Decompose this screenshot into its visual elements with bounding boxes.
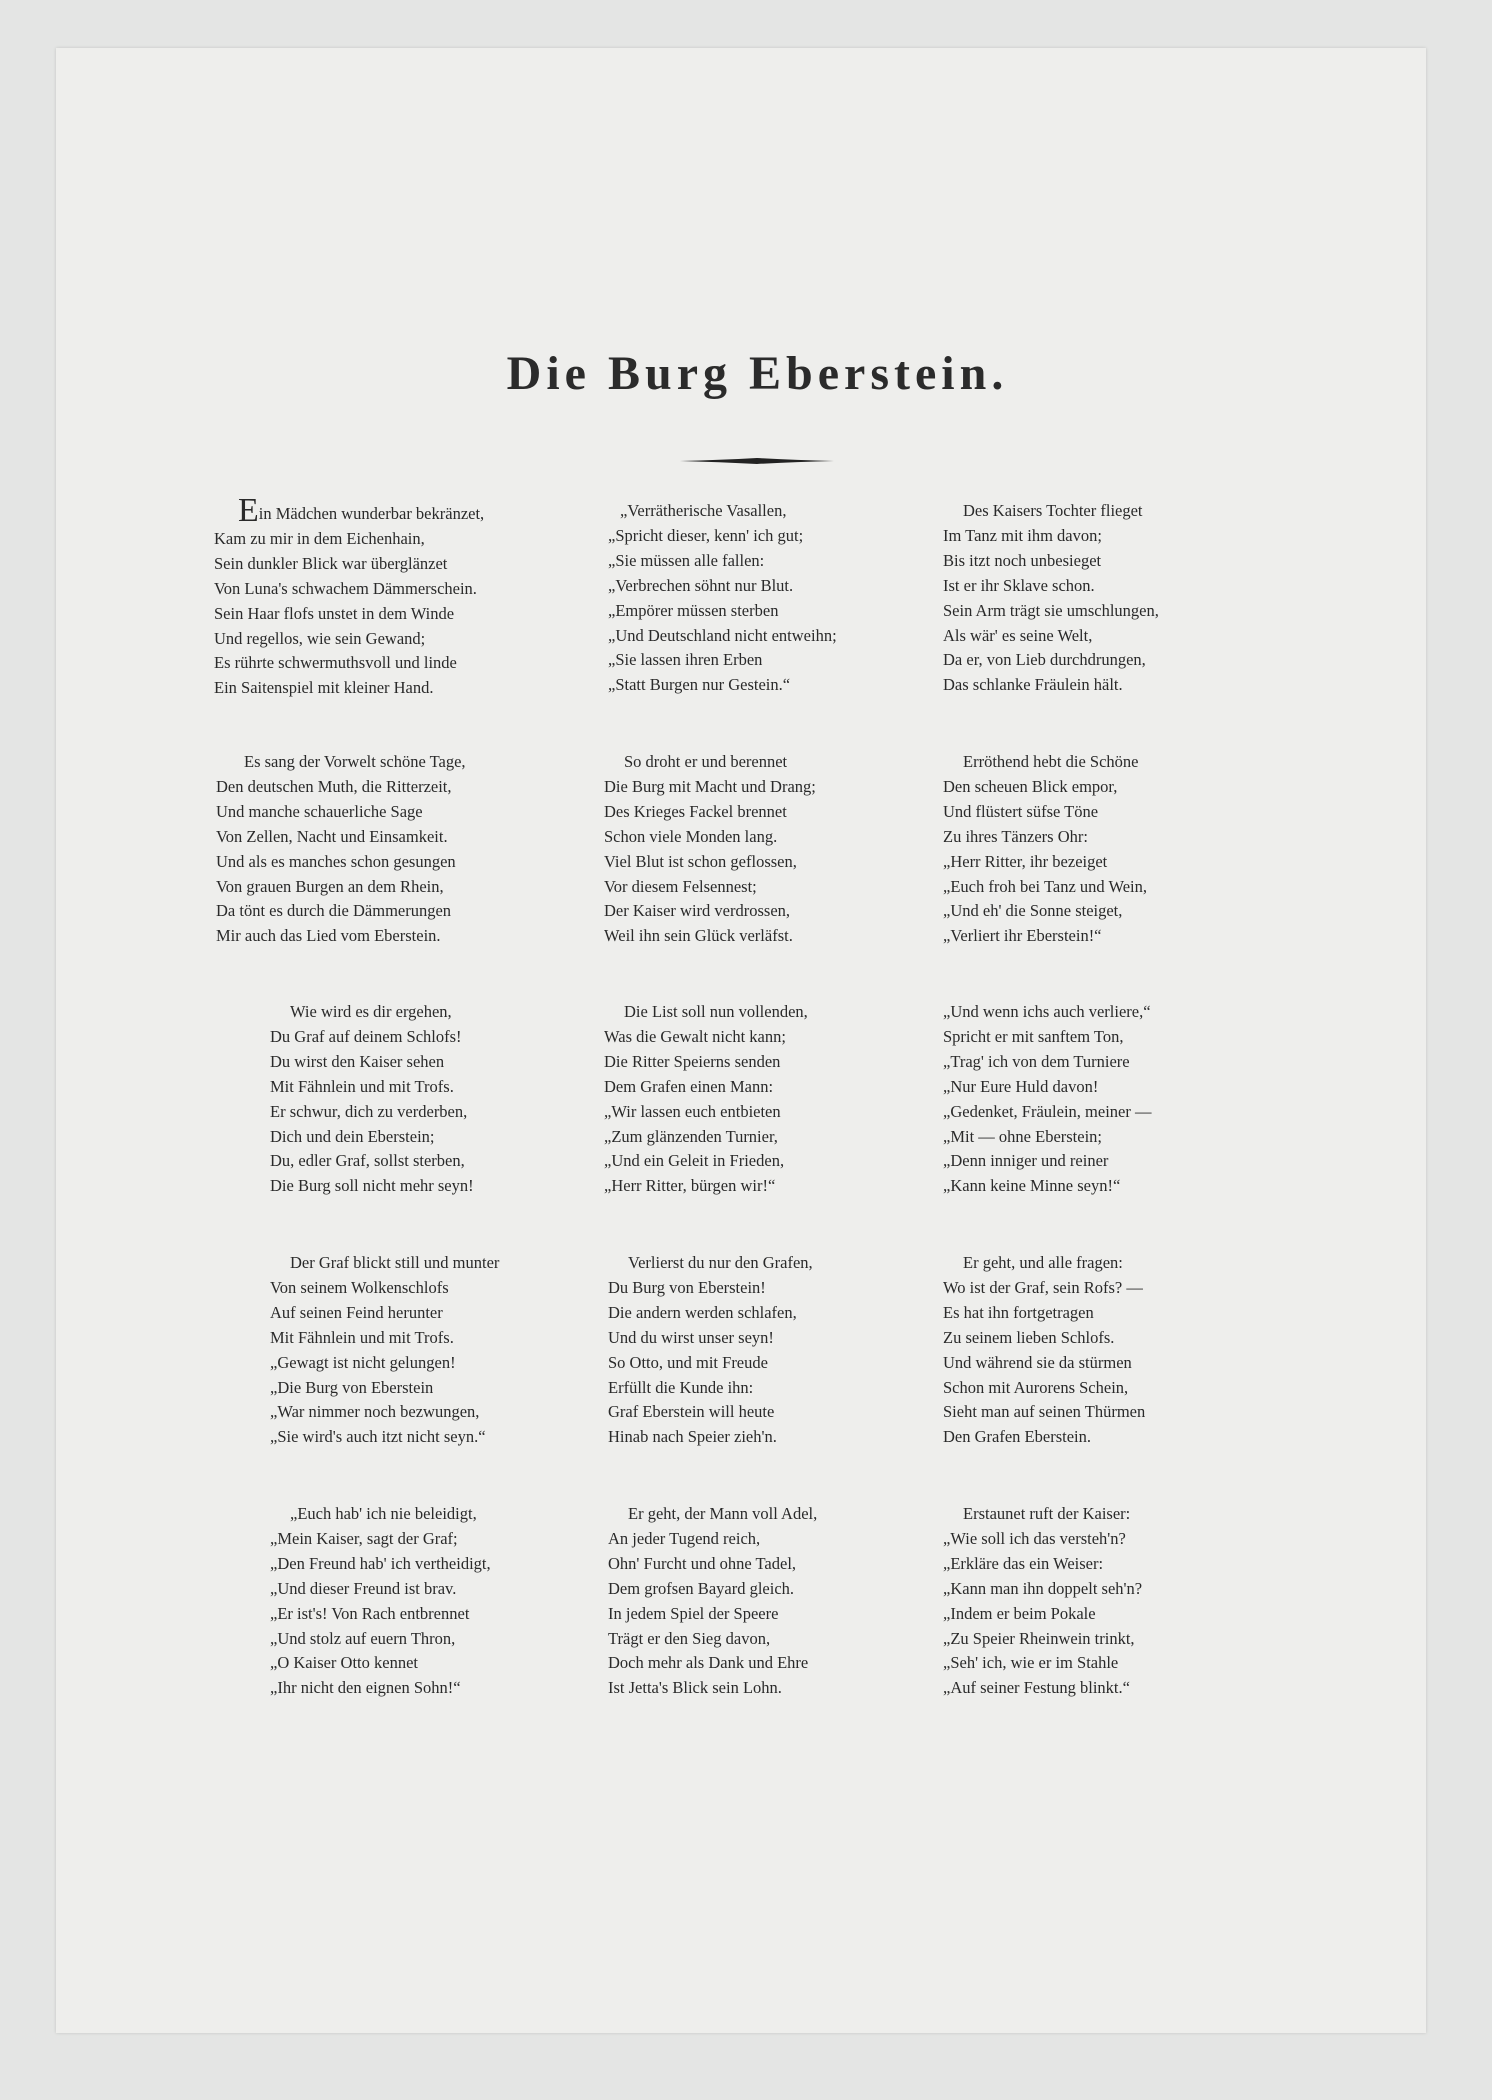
verse-line: Es sang der Vorwelt schöne Tage, — [244, 752, 466, 771]
stanza — [214, 492, 485, 701]
verse-line: „Und stolz auf euern Thron, — [270, 1628, 456, 1648]
verse-line: Bis itzt noch unbesieget — [943, 550, 1102, 570]
verse-line: Da tönt es durch die Dämmerungen — [216, 901, 452, 921]
verse-line: Zu ihres Tänzers Ohr: — [943, 826, 1088, 846]
verse-line: „Ihr nicht den eignen Sohn!“ — [270, 1678, 461, 1698]
verse-line: „Und eh' die Sonne steiget, — [943, 901, 1123, 921]
verse-line: Sieht man auf seinen Thürmen — [943, 1402, 1146, 1422]
verse-line: Ist Jetta's Blick sein Lohn. — [608, 1678, 782, 1698]
stanza — [608, 1251, 813, 1450]
verse-line: Du wirst den Kaiser sehen — [270, 1051, 445, 1071]
verse-line: Den Grafen Eberstein. — [943, 1427, 1091, 1447]
verse-line: „Mit — ohne Eberstein; — [943, 1126, 1103, 1146]
verse-line: Es rührte schwermuthsvoll und linde — [214, 653, 457, 673]
verse-line: „Euch froh bei Tanz und Wein, — [943, 876, 1148, 896]
verse-line: Und flüstert süfse Töne — [943, 801, 1099, 821]
verse-line: Doch mehr als Dank und Ehre — [608, 1653, 809, 1673]
verse-line: „Trag' ich von dem Turniere — [943, 1051, 1130, 1071]
verse-line: Die Burg mit Macht und Drang; — [604, 776, 816, 796]
verse-line: Er schwur, dich zu verderben, — [270, 1101, 468, 1121]
stanza — [943, 499, 1159, 698]
stanza — [270, 1251, 499, 1450]
verse-line: Als wär' es seine Welt, — [943, 625, 1093, 645]
verse-line: In jedem Spiel der Speere — [608, 1603, 779, 1623]
verse-line: Der Graf blickt still und munter — [290, 1253, 500, 1272]
verse-line: Hinab nach Speier zieh'n. — [608, 1427, 777, 1447]
verse-line: „Sie müssen alle fallen: — [608, 550, 765, 570]
verse-line: Du, edler Graf, sollst sterben, — [270, 1151, 465, 1171]
verse-line-text: in Mädchen wunderbar bekränzet, — [258, 504, 485, 523]
verse-line: Und als es manches schon gesungen — [216, 851, 456, 871]
verse-line: „Kann man ihn doppelt seh'n? — [943, 1578, 1143, 1598]
verse-line: Was die Gewalt nicht kann; — [604, 1026, 786, 1046]
verse-line: Des Krieges Fackel brennet — [604, 801, 787, 821]
verse-line: Die List soll nun vollenden, — [624, 1002, 808, 1021]
verse-line: Erfüllt die Kunde ihn: — [608, 1377, 754, 1397]
verse-line: So Otto, und mit Freude — [608, 1352, 768, 1372]
verse-line: An jeder Tugend reich, — [608, 1528, 761, 1548]
stanza — [216, 750, 466, 949]
verse-line: „Den Freund hab' ich vertheidigt, — [270, 1553, 491, 1573]
verse-line: „Sie lassen ihren Erben — [608, 650, 763, 670]
stanza — [604, 750, 816, 949]
verse-line: „Gewagt ist nicht gelungen! — [270, 1352, 456, 1372]
verse-line: „Verrätherische Vasallen, — [620, 501, 787, 520]
verse-line: Den deutschen Muth, die Ritterzeit, — [216, 776, 452, 796]
stanza — [608, 1502, 817, 1701]
stanza — [604, 1000, 808, 1199]
verse-line: Und manche schauerliche Sage — [216, 801, 423, 821]
verse-line: Ist er ihr Sklave schon. — [943, 575, 1095, 595]
verse-line: Kam zu mir in dem Eichenhain, — [214, 528, 425, 548]
verse-line: Wo ist der Graf, sein Rofs? — — [943, 1277, 1143, 1297]
verse-line: „Gedenket, Fräulein, meiner — — [943, 1101, 1152, 1121]
stanza — [943, 1502, 1142, 1701]
verse-line: Mit Fähnlein und mit Trofs. — [270, 1327, 454, 1347]
verse-line: Dem Grafen einen Mann: — [604, 1076, 774, 1096]
verse-line: „Auf seiner Festung blinkt.“ — [943, 1678, 1130, 1698]
verse-line: Sein dunkler Blick war überglänzet — [214, 553, 448, 573]
verse-line: „Er ist's! Von Rach entbrennet — [270, 1603, 470, 1623]
verse-line: Sein Haar flofs unstet in dem Winde — [214, 603, 455, 623]
verse-line: „Die Burg von Eberstein — [270, 1377, 434, 1397]
verse-line: „Und wenn ichs auch verliere,“ — [943, 1002, 1151, 1021]
verse-line: Dem grofsen Bayard gleich. — [608, 1578, 795, 1598]
verse-line: Es hat ihn fortgetragen — [943, 1302, 1094, 1322]
verse-line: Zu seinem lieben Schlofs. — [943, 1327, 1115, 1347]
verse-line: Du Graf auf deinem Schlofs! — [270, 1026, 462, 1046]
verse-line: Die andern werden schlafen, — [608, 1302, 797, 1322]
verse-line: Die Ritter Speierns senden — [604, 1051, 781, 1071]
poem-title: Die Burg Eberstein. — [506, 347, 1009, 400]
verse-line: Schon viele Monden lang. — [604, 826, 778, 846]
verse-line: So droht er und berennet — [624, 752, 788, 771]
verse-line: „Und ein Geleit in Frieden, — [604, 1151, 785, 1171]
verse-line: Erstaunet ruft der Kaiser: — [963, 1504, 1131, 1523]
verse-line: Von Zellen, Nacht und Einsamkeit. — [216, 826, 448, 846]
verse-line: „Nur Eure Huld davon! — [943, 1076, 1099, 1096]
verse-line: „Und Deutschland nicht entweihn; — [608, 625, 837, 645]
verse-line: Sein Arm trägt sie umschlungen, — [943, 600, 1159, 620]
verse-line: „Denn inniger und reiner — [943, 1151, 1109, 1171]
verse-line: „Indem er beim Pokale — [943, 1603, 1096, 1623]
verse-line: Viel Blut ist schon geflossen, — [604, 851, 797, 871]
verse-line: Da er, von Lieb durchdrungen, — [943, 650, 1146, 670]
verse-line: Verlierst du nur den Grafen, — [628, 1253, 813, 1272]
verse-line: Ohn' Furcht und ohne Tadel, — [608, 1553, 797, 1573]
verse-line — [214, 492, 485, 529]
verse-line: Der Kaiser wird verdrossen, — [604, 901, 791, 921]
verse-line: „Euch hab' ich nie beleidigt, — [290, 1504, 477, 1523]
verse-line: Graf Eberstein will heute — [608, 1402, 775, 1422]
stanza — [943, 750, 1147, 949]
verse-line: Ein Saitenspiel mit kleiner Hand. — [214, 678, 434, 698]
stanza — [270, 1502, 491, 1701]
verse-line: „Spricht dieser, kenn' ich gut; — [608, 525, 804, 545]
title-ornament-rule — [680, 457, 834, 465]
verse-line: Mit Fähnlein und mit Trofs. — [270, 1076, 454, 1096]
verse-line: „Statt Burgen nur Gestein.“ — [608, 675, 791, 695]
verse-line: „Herr Ritter, ihr bezeiget — [943, 851, 1108, 871]
verse-line: Weil ihn sein Glück verläfst. — [604, 926, 793, 946]
verse-line: „O Kaiser Otto kennet — [270, 1653, 418, 1673]
verse-line: Er geht, der Mann voll Adel, — [628, 1504, 818, 1523]
verse-line: „Empörer müssen sterben — [608, 600, 779, 620]
verse-line: Spricht er mit sanftem Ton, — [943, 1026, 1124, 1046]
verse-line: Mir auch das Lied vom Eberstein. — [216, 926, 441, 946]
verse-line: Des Kaisers Tochter flieget — [963, 501, 1143, 520]
verse-line: Von grauen Burgen an dem Rhein, — [216, 876, 444, 896]
verse-line: „Herr Ritter, bürgen wir!“ — [604, 1176, 776, 1196]
drop-cap: E — [238, 492, 259, 529]
verse-line: „Wir lassen euch entbieten — [604, 1101, 781, 1121]
verse-line: Von seinem Wolkenschlofs — [270, 1277, 449, 1297]
verse-line: Du Burg von Eberstein! — [608, 1277, 766, 1297]
verse-line: „Seh' ich, wie er im Stahle — [943, 1653, 1119, 1673]
paper-sheet — [56, 48, 1426, 2033]
verse-line: „Verbrechen söhnt nur Blut. — [608, 575, 794, 595]
stanza — [608, 499, 837, 698]
verse-line: „Sie wird's auch itzt nicht seyn.“ — [270, 1427, 486, 1447]
verse-line: Das schlanke Fräulein hält. — [943, 675, 1123, 695]
verse-line: „Kann keine Minne seyn!“ — [943, 1176, 1121, 1196]
verse-line: Wie wird es dir ergehen, — [290, 1002, 452, 1021]
stanza — [943, 1000, 1151, 1199]
verse-line: „War nimmer noch bezwungen, — [270, 1402, 480, 1422]
verse-line: Die Burg soll nicht mehr seyn! — [270, 1176, 474, 1196]
verse-line: Trägt er den Sieg davon, — [608, 1628, 771, 1648]
verse-line: Schon mit Aurorens Schein, — [943, 1377, 1129, 1397]
verse-line: „Erkläre das ein Weiser: — [943, 1553, 1104, 1573]
verse-line: „Mein Kaiser, sagt der Graf; — [270, 1528, 458, 1548]
stanza — [943, 1251, 1145, 1450]
verse-line: „Verliert ihr Eberstein!“ — [943, 926, 1102, 946]
verse-line: Und regellos, wie sein Gewand; — [214, 628, 426, 648]
verse-line: „Zum glänzenden Turnier, — [604, 1126, 778, 1146]
verse-line: Von Luna's schwachem Dämmerschein. — [214, 578, 477, 598]
stanza — [270, 1000, 474, 1199]
verse-line: Und während sie da stürmen — [943, 1352, 1132, 1372]
verse-line: „Zu Speier Rheinwein trinkt, — [943, 1628, 1135, 1648]
verse-line: Den scheuen Blick empor, — [943, 776, 1118, 796]
verse-line: „Wie soll ich das versteh'n? — [943, 1528, 1126, 1548]
verse-line: Dich und dein Eberstein; — [270, 1126, 435, 1146]
verse-line: „Und dieser Freund ist brav. — [270, 1578, 457, 1598]
verse-line: Im Tanz mit ihm davon; — [943, 525, 1102, 545]
verse-line: Auf seinen Feind herunter — [270, 1302, 443, 1322]
verse-line: Und du wirst unser seyn! — [608, 1327, 774, 1347]
verse-line: Er geht, und alle fragen: — [963, 1253, 1123, 1272]
verse-line: Erröthend hebt die Schöne — [963, 752, 1139, 771]
verse-line: Vor diesem Felsennest; — [604, 876, 757, 896]
